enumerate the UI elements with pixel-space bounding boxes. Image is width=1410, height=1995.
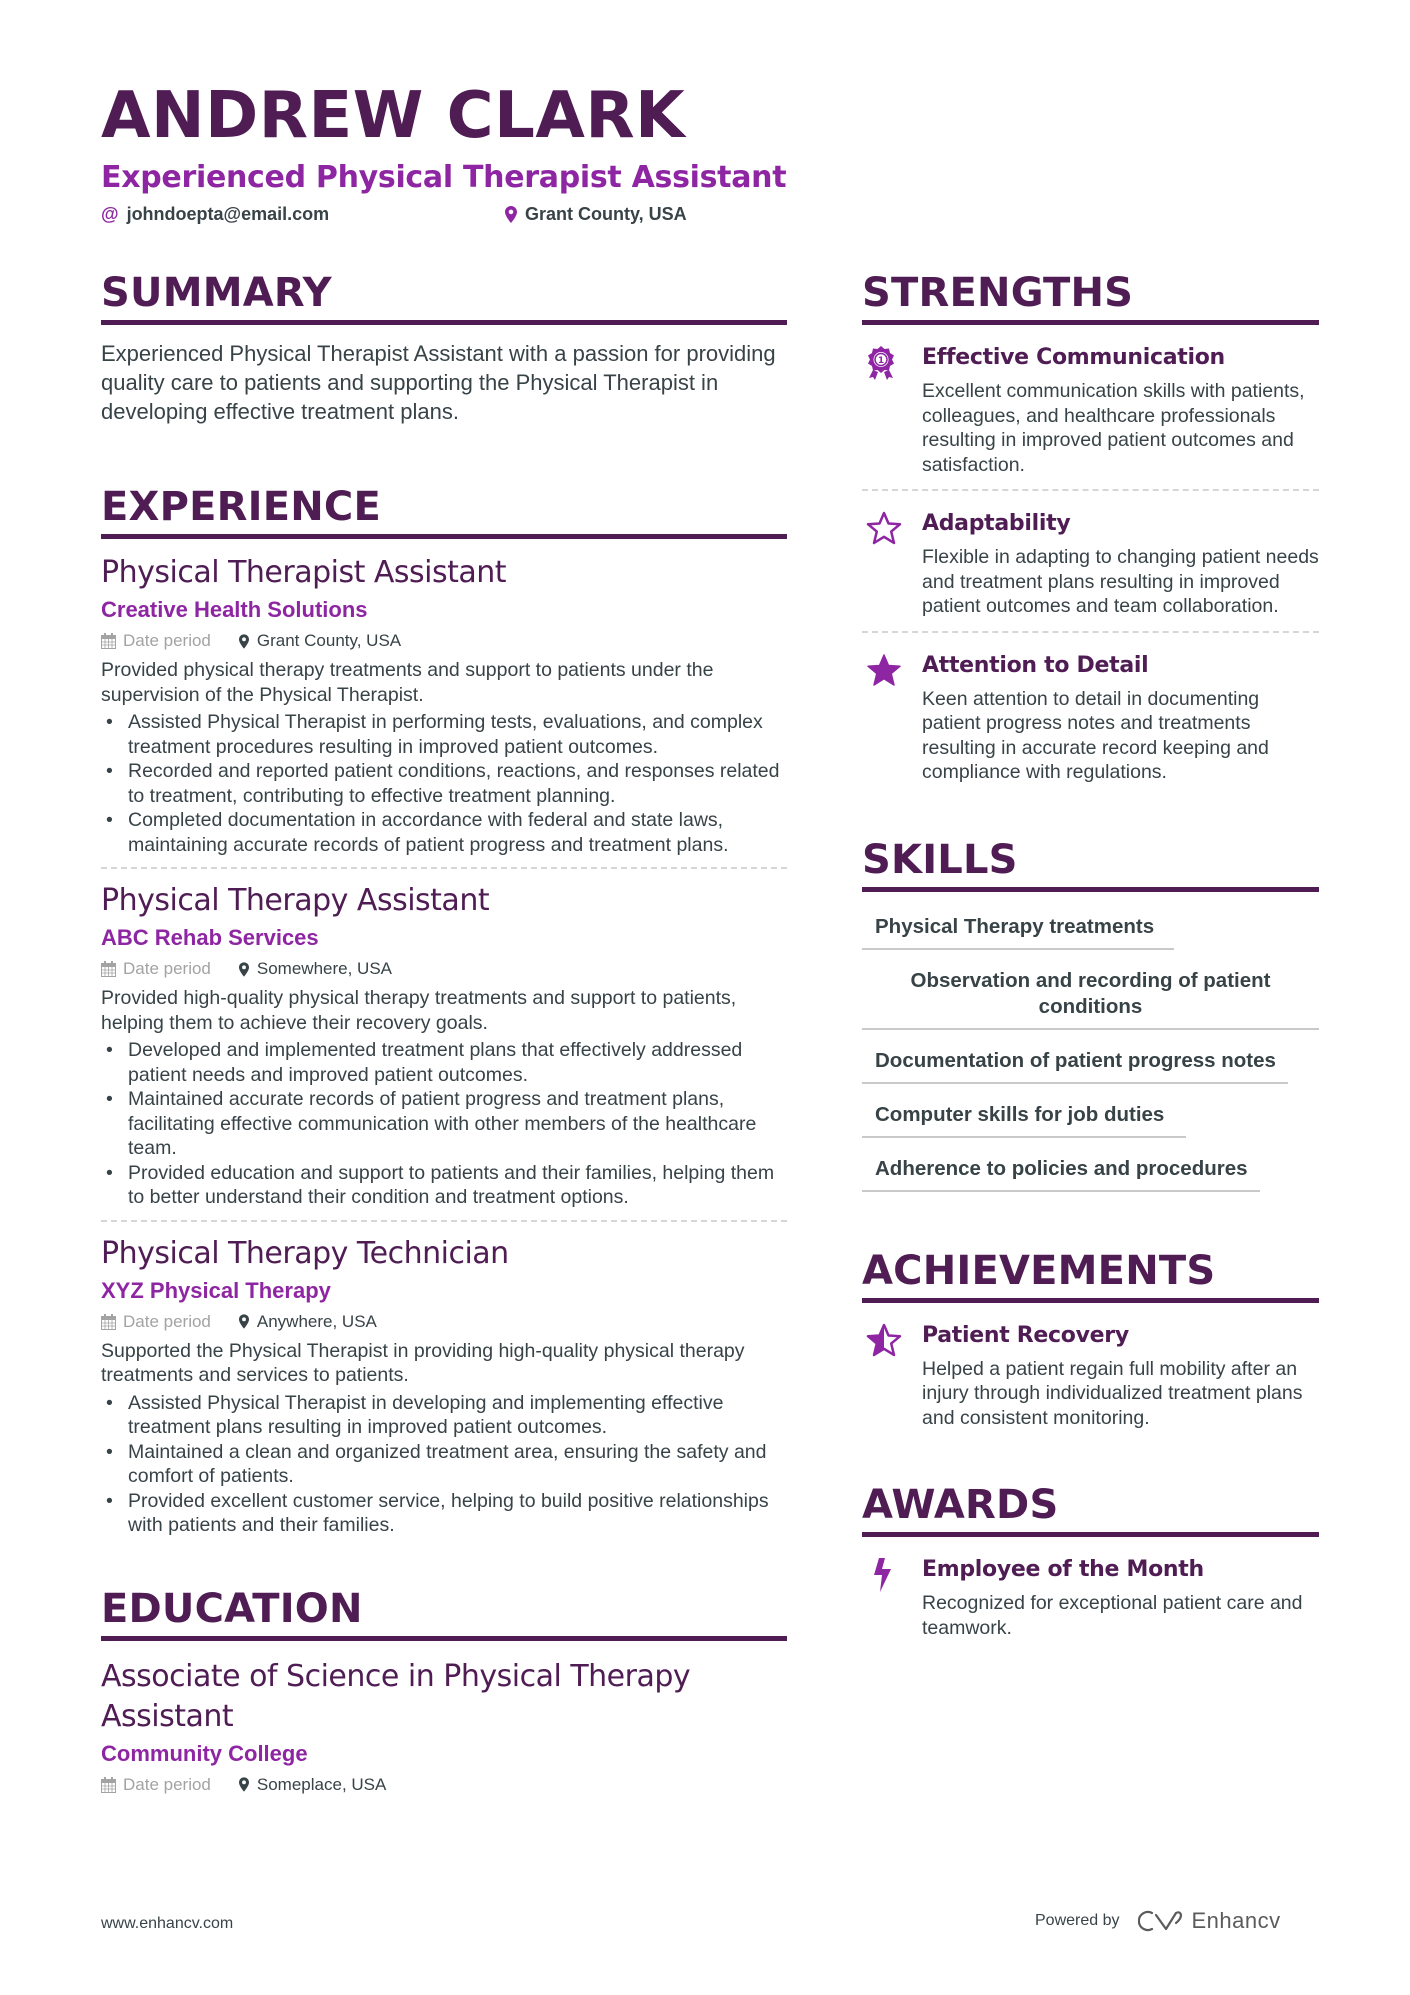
section-title-achievements: ACHIEVEMENTS [862, 1248, 1319, 1303]
education-meta [101, 1772, 787, 1798]
bullet-item: • Assisted Physical Therapist in developing and implementing effective treatment plans resulting in improved patient outcomes. [101, 1391, 787, 1440]
section-title-skills: SKILLS [862, 837, 1319, 892]
candidate-name: ANDREW CLARK [101, 79, 686, 153]
calendar-icon [101, 1314, 116, 1330]
summary-section [101, 270, 787, 426]
map-pin-icon [505, 206, 517, 223]
strengths-section [862, 270, 1319, 797]
map-pin-icon [239, 1777, 249, 1792]
skill-tag: Adherence to policies and procedures [862, 1144, 1260, 1192]
strength-item [862, 633, 1319, 797]
award-item [862, 1537, 1319, 1652]
strength-description: Keen attention to detail in documenting patient progress notes and treatments resulting in accurate record keeping and compliance with regulations. [922, 687, 1269, 783]
calendar-icon [101, 1777, 116, 1793]
job-bullets [101, 710, 787, 857]
job-title: Physical Therapy Assistant [101, 883, 490, 918]
job-description: Provided high-quality physical therapy treatments and support to patients, helping them to achieve their recovery goals. [101, 987, 737, 1034]
job-description: Provided physical therapy treatments and support to patients under the supervision of the Physical Therapist. [101, 659, 714, 706]
education-item [101, 1657, 787, 1808]
achievement-description: Helped a patient regain full mobility after an injury through individualized treatment plans and consistent monitoring. [922, 1357, 1303, 1429]
experience-section [101, 484, 787, 1548]
strength-title: Attention to Detail [922, 652, 1149, 678]
bullet-item: • Recorded and reported patient conditions, reactions, and responses related to treatment, contributing to effective treatment planning. [101, 759, 787, 808]
experience-item [101, 1234, 787, 1548]
map-pin-icon [239, 1314, 249, 1329]
company-name: Creative Health Solutions [101, 597, 368, 622]
job-title: Physical Therapist Assistant [101, 555, 507, 590]
strength-title: Adaptability [922, 511, 1071, 536]
awards-section [862, 1482, 1319, 1652]
skill-tag: Observation and recording of patient conditions [862, 956, 1319, 1030]
job-meta [101, 956, 787, 982]
achievement-item [862, 1303, 1319, 1443]
powered-by-text: Powered by [1035, 1912, 1120, 1929]
section-title-experience: EXPERIENCE [101, 484, 787, 539]
strength-item [862, 325, 1319, 491]
section-title-education: EDUCATION [101, 1586, 787, 1641]
calendar-icon [101, 961, 116, 977]
date-period: Date period [101, 1309, 211, 1335]
job-location: Anywhere, USA [239, 1309, 377, 1335]
date-period: Date period [101, 628, 211, 654]
skills-list [862, 902, 1319, 1198]
job-location: Grant County, USA [239, 628, 401, 654]
bullet-item: • Developed and implemented treatment plans that effectively addressed patient needs and improved patient outcomes. [101, 1038, 787, 1087]
job-meta [101, 628, 787, 654]
skill-tag: Physical Therapy treatments [862, 902, 1174, 950]
lightning-bolt-icon [862, 1555, 922, 1640]
bullet-item: • Assisted Physical Therapist in performing tests, evaluations, and complex treatment procedures resulting in improved patient outcomes. [101, 710, 787, 759]
enhancv-logo [1138, 1908, 1281, 1934]
strength-description: Excellent communication skills with patients, colleagues, and healthcare professionals resulting in improved patient outcomes and satisfaction. [922, 380, 1305, 476]
achievement-title: Patient Recovery [922, 1322, 1129, 1348]
summary-text: Experienced Physical Therapist Assistant with a passion for providing quality care to patients and supporting the Physical Therapist in developing effective treatment plans. [101, 341, 776, 424]
date-period: Date period [101, 1772, 211, 1798]
map-pin-icon [239, 962, 249, 977]
left-column [101, 270, 787, 1808]
map-pin-icon [239, 634, 249, 649]
svg-text:1: 1 [877, 356, 885, 366]
award-title: Employee of the Month [922, 1557, 1204, 1582]
experience-item [101, 881, 787, 1222]
strength-item [862, 491, 1319, 633]
star-filled-icon [862, 651, 922, 785]
achievements-section [862, 1248, 1319, 1443]
bullet-item: • Provided excellent customer service, helping to build positive relationships with patients and their families. [101, 1489, 787, 1538]
calendar-icon [101, 633, 116, 649]
footer-branding[interactable] [1035, 1908, 1281, 1934]
job-bullets [101, 1038, 787, 1210]
skill-tag: Documentation of patient progress notes [862, 1036, 1288, 1084]
award-ribbon-icon [862, 343, 922, 477]
bullet-item: • Completed documentation in accordance with federal and state laws, maintaining accurate records of patient progress and treatment plans. [101, 808, 787, 857]
contact-email[interactable] [101, 204, 329, 225]
job-title: Physical Therapy Technician [101, 1235, 509, 1271]
strength-description: Flexible in adapting to changing patient needs and treatment plans resulting in improved patient outcomes and team collaboration. [922, 546, 1319, 617]
date-period: Date period [101, 956, 211, 982]
skills-section [862, 837, 1319, 1198]
strength-title: Effective Communication [922, 345, 1225, 370]
location-text: Grant County, USA [525, 204, 687, 224]
job-bullets [101, 1391, 787, 1538]
contact-location [505, 204, 687, 225]
bullet-item: • Maintained a clean and organized treatment area, ensuring the safety and comfort of patients. [101, 1440, 787, 1489]
section-title-strengths: STRENGTHS [862, 270, 1319, 325]
degree-title: Associate of Science in Physical Therapy Assistant [101, 1658, 691, 1734]
school-name: Community College [101, 1740, 308, 1766]
section-title-awards: AWARDS [862, 1482, 1319, 1537]
education-section [101, 1586, 787, 1808]
school-location: Someplace, USA [239, 1772, 386, 1798]
skill-tag: Computer skills for job duties [862, 1090, 1186, 1138]
footer-website-link[interactable]: www.enhancv.com [101, 1915, 234, 1932]
star-outline-icon [862, 509, 922, 619]
at-sign-icon: @ [101, 204, 119, 224]
award-description: Recognized for exceptional patient care and teamwork. [922, 1592, 1303, 1639]
right-column [862, 270, 1319, 1652]
bullet-item: • Maintained accurate records of patient progress and treatment plans, facilitating effective communication with other members of the healthcare team. [101, 1087, 787, 1161]
job-meta [101, 1309, 787, 1335]
experience-item [101, 553, 787, 869]
section-title-summary: SUMMARY [101, 270, 787, 325]
enhancv-logo-icon [1138, 1909, 1184, 1933]
email-text: johndoepta@email.com [126, 204, 330, 224]
candidate-headline: Experienced Physical Therapist Assistant [101, 160, 787, 195]
bullet-item: • Provided education and support to patients and their families, helping them to better understand their condition and treatment options. [101, 1161, 787, 1210]
company-name: ABC Rehab Services [101, 925, 319, 950]
job-description: Supported the Physical Therapist in providing high-quality physical therapy treatments and services to patients. [101, 1339, 745, 1386]
star-half-icon [862, 1321, 922, 1431]
company-name: XYZ Physical Therapy [101, 1277, 331, 1303]
job-location: Somewhere, USA [239, 956, 392, 982]
brand-name: Enhancv [1191, 1908, 1281, 1933]
